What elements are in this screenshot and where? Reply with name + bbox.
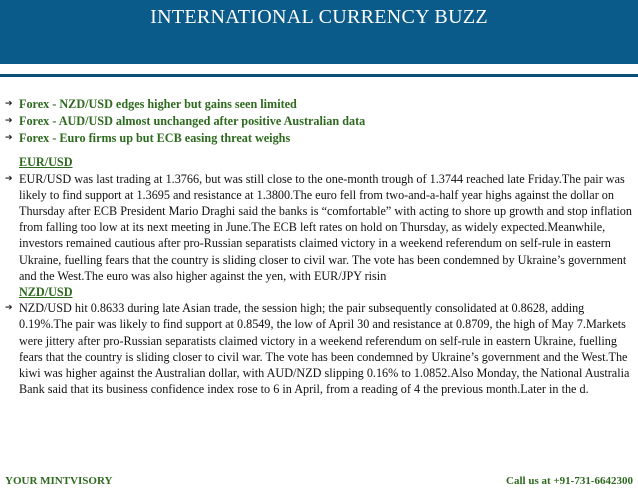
- section-title-eurusd: EUR/USD: [19, 155, 73, 170]
- headline-item[interactable]: [5, 113, 633, 130]
- headline-link[interactable]: Forex - Euro firms up but ECB easing threat weighs: [19, 130, 291, 145]
- footer-contact[interactable]: Call us at +91-731-6642300: [506, 475, 633, 487]
- arrow-bullet-icon: ➔: [5, 99, 13, 109]
- article-content: [5, 96, 633, 397]
- page-title: INTERNATIONAL CURRENCY BUZZ: [150, 6, 488, 28]
- headline-link[interactable]: Forex - AUD/USD almost unchanged after positive Australian data: [19, 113, 366, 128]
- header-divider: [0, 74, 638, 77]
- arrow-bullet-icon: ➔: [5, 115, 13, 126]
- footer-brand: YOUR MINTVISORY: [5, 475, 113, 487]
- arrow-bullet-icon: ➔: [5, 132, 13, 143]
- paragraph-text: EUR/USD was last trading at 1.3766, but was still close to the one-month trough of 1.3744 reached late Friday.The pair was likely to find support at 1.3695 and resistance at 1.3800.The euro fell from two-and-a-half year highs against the dollar on Thursday after ECB President Mario Draghi said the banks is “comfortable” with acting to shore up growth and stop inflation from falling too low at its next meeting in June.The ECB left rates on hold on Thursday, as widely expected.Meanwhile, investors remained cautious after pro-Russian separatists claimed victory in a weekend referendum on self-rule in eastern Ukraine, fuelling fears that the country is sliding closer to civil war. The vote has been condemned by Ukraine’s government and the West.The euro was also higher against the yen, with EUR/JPY risin: [19, 171, 632, 283]
- spacer: [5, 146, 633, 154]
- arrow-bullet-icon: ➔: [5, 303, 13, 314]
- paragraph-text: NZD/USD hit 0.8633 during late Asian trade, the session high; the pair subsequently consolidated at 0.8628, adding 0.19%.The pair was likely to find support at 0.8549, the low of April 30 and resistance at 0.8709, the high of May 7.Markets were jittery after pro-Russian separatists claimed victory in a weekend referendum on self-rule in eastern Ukraine, fuelling fears that the country is sliding closer to civil war. The vote has been condemned by Ukraine’s government and the West.The kiwi was higher against the Australian dollar, with AUD/NZD slipping 0.16% to 1.0852.Also Monday, the National Australia Bank said that its business confidence index rose to 6 in April, from a reading of 4 the previous month.Later in the d.: [19, 301, 630, 397]
- page-header: [0, 0, 638, 64]
- headline-item[interactable]: [5, 96, 633, 113]
- headline-link[interactable]: Forex - NZD/USD edges higher but gains seen limited: [19, 97, 297, 111]
- section-title-nzdusd: NZD/USD: [19, 285, 73, 300]
- headline-item[interactable]: [5, 130, 633, 147]
- section-paragraph-nzdusd: [5, 300, 633, 397]
- arrow-bullet-icon: ➔: [5, 173, 13, 184]
- section-paragraph-eurusd: [5, 171, 633, 284]
